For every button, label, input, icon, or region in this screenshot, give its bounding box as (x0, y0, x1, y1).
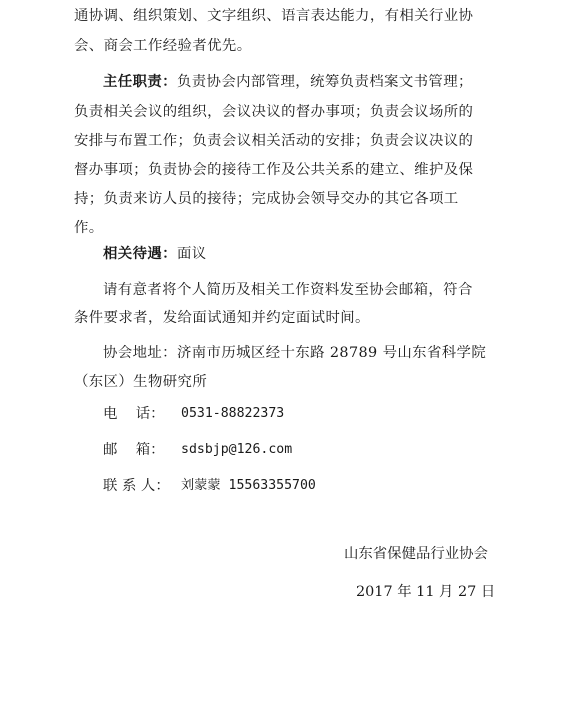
benefits-label: 相关待遇： (103, 245, 177, 262)
address-line-1: 协会地址：济南市历城区经十东路 28789 号山东省科学院 (103, 345, 487, 361)
phone-value: 0531-88822373 (181, 406, 285, 421)
email-label: 邮 箱： (103, 442, 165, 458)
benefits-line (103, 244, 207, 264)
duties-line-4: 督办事项；负责协会的接待工作及公共关系的建立、维护及保 (74, 162, 474, 178)
duties-line-3: 安排与布置工作；负责会议相关活动的安排；负责会议决议的 (74, 133, 474, 149)
intro-line-2: 会、商会工作经验者优先。 (74, 38, 252, 54)
duties-label: 主任职责： (103, 73, 177, 90)
person-value: 刘蒙蒙 15563355700 (181, 478, 316, 493)
address-line-2: （东区）生物研究所 (74, 374, 208, 390)
intro-line-1: 通协调、组织策划、文字组织、语言表达能力，有相关行业协 (74, 8, 474, 24)
duties-line-1-text: 负责协会内部管理，统筹负责档案文书管理； (176, 74, 473, 90)
duties-line-1 (103, 72, 473, 92)
duties-line-6: 作。 (74, 220, 104, 236)
signature-date: 2017 年 11 月 27 日 (356, 584, 496, 600)
phone-label: 电 话： (103, 406, 165, 422)
person-label: 联 系 人： (103, 478, 170, 494)
apply-line-2: 条件要求者，发给面试通知并约定面试时间。 (74, 310, 370, 326)
duties-line-2: 负责相关会议的组织，会议决议的督办事项；负责会议场所的 (74, 104, 474, 120)
email-value: sdsbjp@126.com (181, 442, 293, 457)
benefits-value: 面议 (176, 246, 207, 262)
duties-line-5: 持；负责来访人员的接待；完成协会领导交办的其它各项工 (74, 191, 459, 207)
apply-line-1: 请有意者将个人简历及相关工作资料发至协会邮箱，符合 (103, 282, 473, 298)
signature-org: 山东省保健品行业协会 (344, 546, 488, 562)
